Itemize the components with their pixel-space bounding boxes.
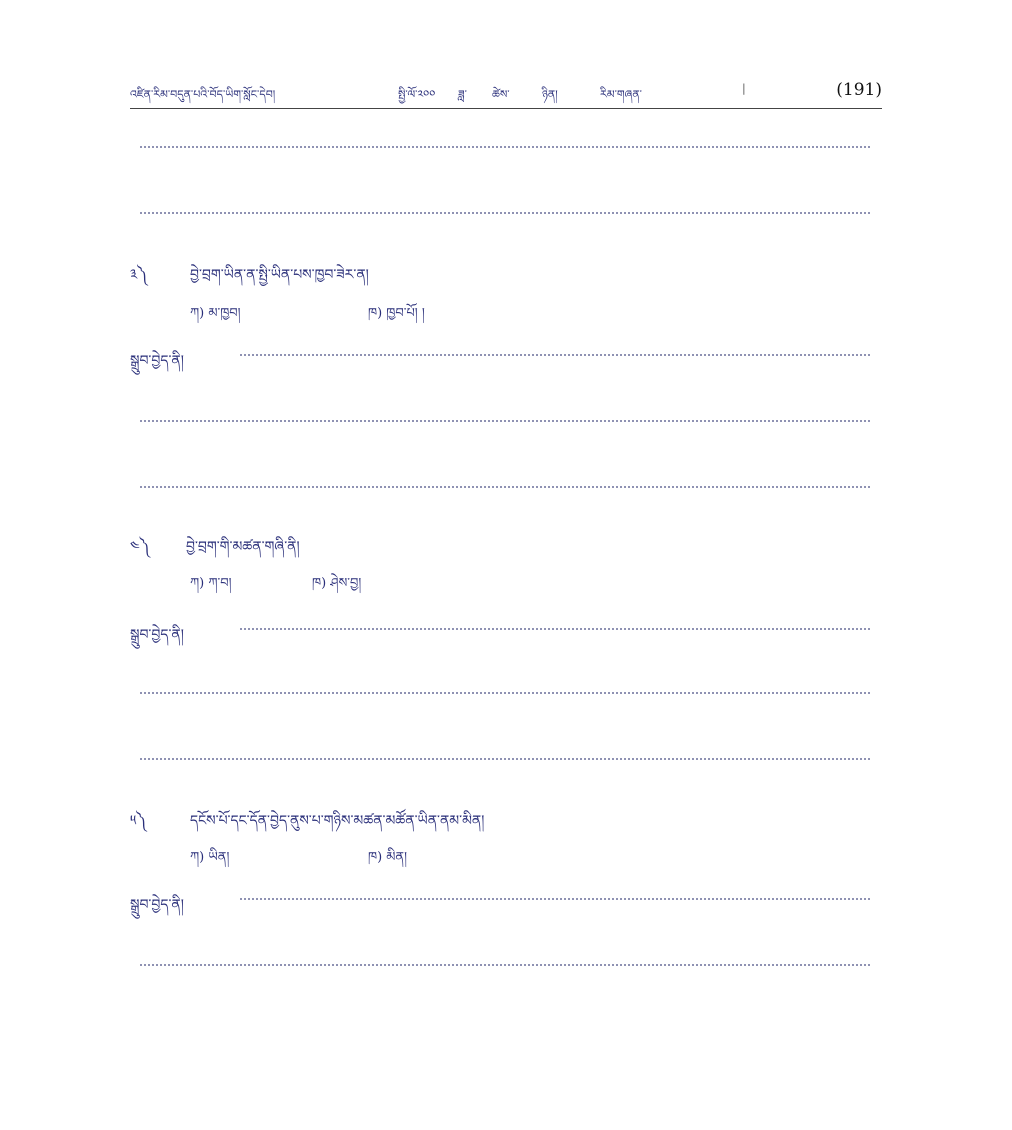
header-month: ཟླ་ — [458, 88, 467, 101]
question-number: ༣༽ — [130, 267, 148, 283]
question-text: དངོས་པོ་དང་དོན་བྱེད་ནུས་པ་གཉིས་མཚན་མཚོན་ཡིན་ནམ་མིན། — [190, 813, 485, 829]
header-year: སྤྱི་ལོ་༢༠༠ — [398, 88, 436, 101]
question-text: བྱེ་བྲག་ཡིན་ན་སྤྱི་ཡིན་པས་ཁྱབ་ཟེར་ན། — [190, 267, 369, 283]
answer-line — [140, 964, 870, 966]
question-number: ༥༽ — [130, 813, 147, 829]
answer-line — [140, 758, 870, 760]
option-b: ཁ) མིན། — [368, 850, 407, 865]
answer-line — [140, 212, 870, 214]
header-grade: རིམ་གཞན་ — [600, 88, 642, 101]
answer-line — [240, 354, 870, 356]
answer-line — [140, 420, 870, 422]
header-rule — [130, 108, 882, 109]
answer-line — [140, 146, 870, 148]
answer-line — [140, 486, 870, 488]
running-header — [130, 78, 882, 108]
option-b: ཁ) ཁྱབ་པོ། ། — [368, 306, 425, 321]
answer-label: སྒྲུབ་བྱེད་ནི། — [130, 897, 184, 913]
answer-line — [240, 628, 870, 630]
question-number: ༤༽ — [130, 539, 150, 555]
header-day: ཉིན། — [542, 88, 558, 101]
option-a: ཀ) ཀ་བ། — [190, 576, 232, 591]
answer-line — [240, 898, 870, 900]
answer-label: སྒྲུབ་བྱེད་ནི། — [130, 353, 184, 369]
book-title: འཛིན་རིམ་བདུན་པའི་བོད་ཡིག་སློང་དེབ། — [130, 88, 276, 101]
answer-line — [140, 692, 870, 694]
option-b: ཁ) ཤེས་བྱ། — [312, 576, 362, 591]
header-separator: | — [742, 82, 746, 95]
option-a: ཀ) མ་ཁྱབ། — [190, 306, 241, 321]
page-number: (191) — [836, 80, 882, 100]
question-text: བྱེ་བྲག་གི་མཚན་གཞི་ནི། — [186, 539, 300, 555]
option-a: ཀ) ཡིན། — [190, 850, 230, 865]
header-date: ཚེས་ — [492, 88, 510, 101]
answer-label: སྒྲུབ་བྱེད་ནི། — [130, 627, 184, 643]
